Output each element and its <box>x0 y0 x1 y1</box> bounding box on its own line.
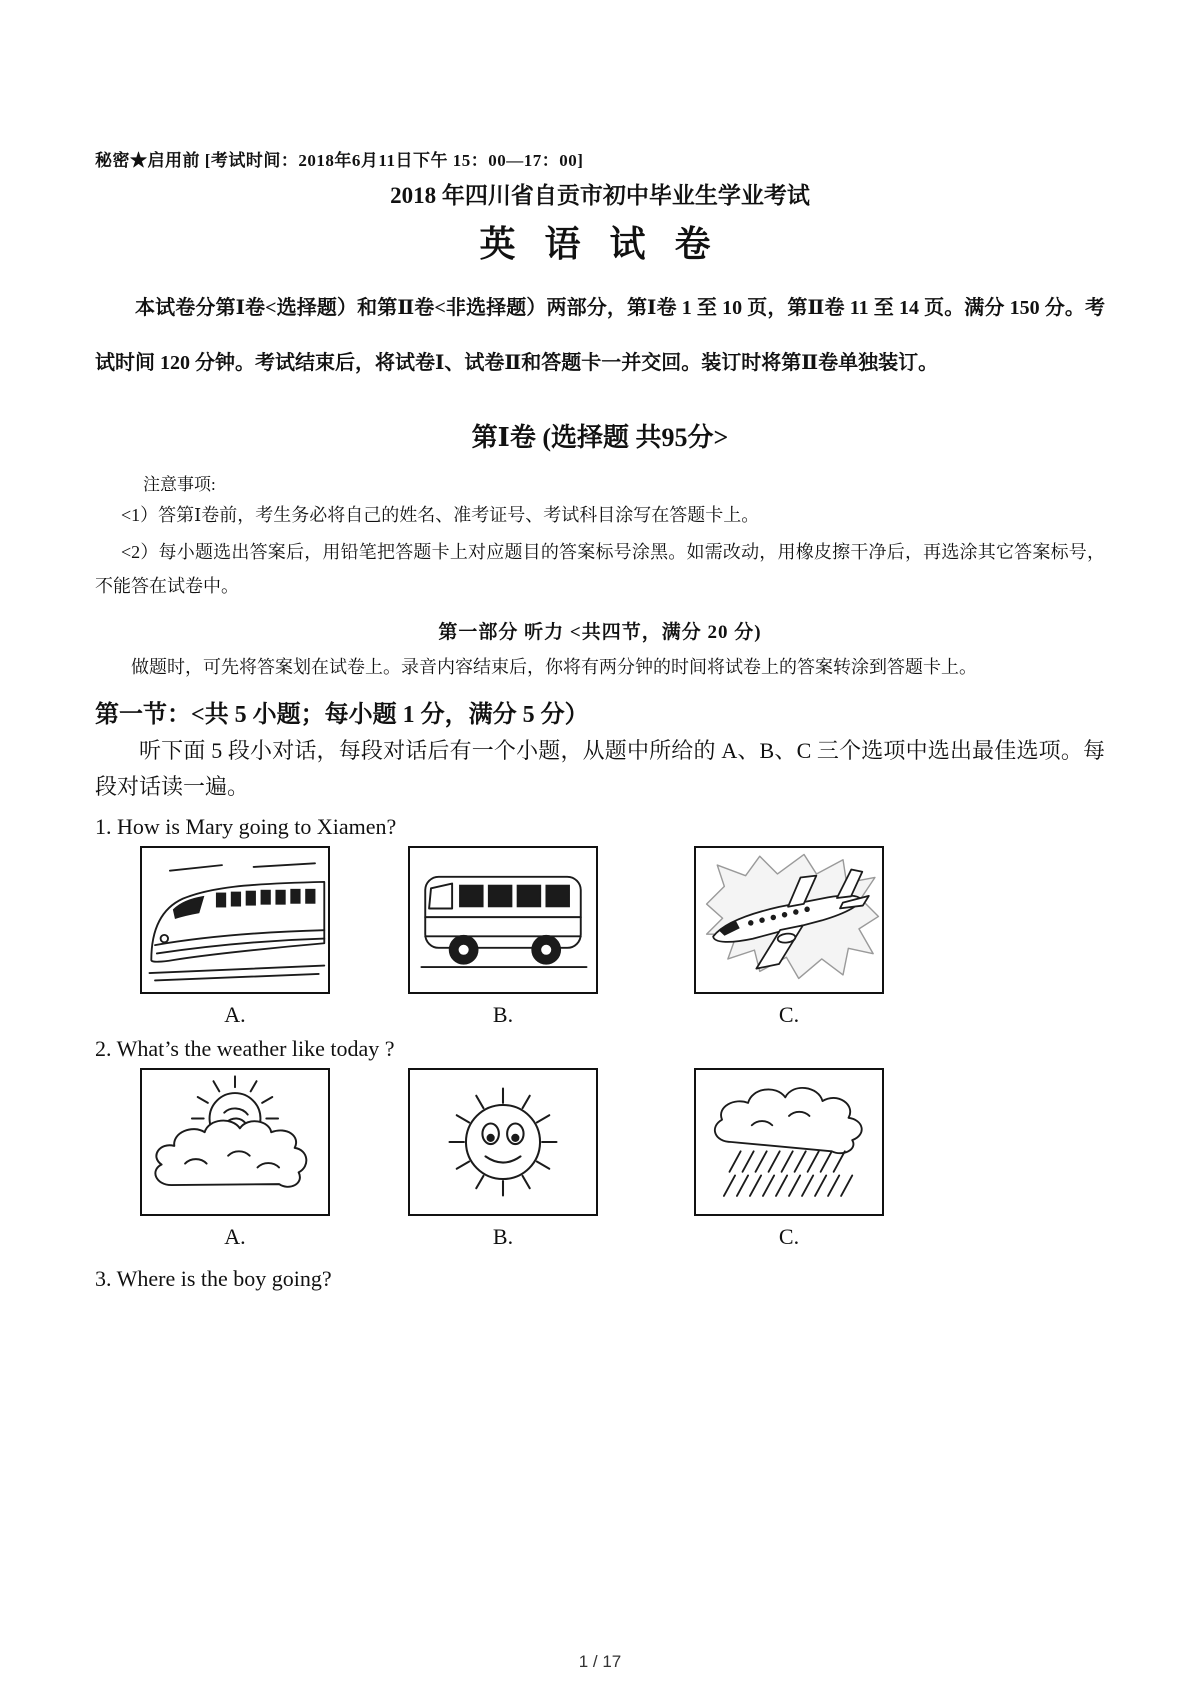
question-1-label-c: C. <box>778 1001 800 1027</box>
question-2-option-labels <box>95 1224 1105 1250</box>
listening-instructions: 做题时，可先将答案划在试卷上。录音内容结束后，你将有两分钟的时间将试卷上的答案转涂到答题卡上。 <box>131 656 977 677</box>
volume1-heading: 第Ⅰ卷 (选择题 共95分> <box>471 423 729 452</box>
exam-title: 2018 年四川省自贡市初中毕业生学业考试 <box>390 183 810 208</box>
listening-part-heading: 第一部分 听力 <共四节，满分 20 分) <box>438 621 762 643</box>
question-1-label-b: B. <box>492 1001 514 1027</box>
question-1-text: 1. How is Mary going to Xiamen? <box>95 813 397 839</box>
question-1-images-row <box>95 846 1105 994</box>
rain-cloud-icon <box>696 1070 882 1214</box>
question-2-images-row <box>95 1068 1105 1216</box>
exam-intro-paragraph: 本试卷分第Ⅰ卷<选择题）和第Ⅱ卷<非选择题）两部分，第Ⅰ卷 1 至 10 页，第Ⅱ卷 11 至 14 页。满分 150 分。考试时间 120 分钟。考试结束后，将试卷Ⅰ、试卷Ⅱ和答题卡一并交回。装订时将第Ⅱ卷单独装订。 <box>95 297 1105 374</box>
question-2-text: 2. What’s the weather like today ? <box>95 1035 395 1061</box>
question-2-label-a: A. <box>224 1223 246 1249</box>
question-2-option-c-image-box <box>694 1068 884 1216</box>
question-1-option-b-image-box <box>408 846 598 994</box>
page-number: 1 / 17 <box>578 1652 622 1671</box>
note-2: <2）每小题选出答案后，用铅笔把答题卡上对应题目的答案标号涂黑。如需改动，用橡皮擦干净后，再选涂其它答案标号，不能答在试卷中。 <box>95 542 1105 596</box>
question-1-label-a: A. <box>224 1001 246 1027</box>
question-1-option-labels <box>95 1002 1105 1028</box>
question-1-option-c-image-box <box>694 846 884 994</box>
smiling-sun-icon <box>410 1070 596 1214</box>
question-2-option-b-image-box <box>408 1068 598 1216</box>
notes-title: 注意事项: <box>143 475 216 494</box>
section1-instructions: 听下面 5 段小对话，每段对话后有一个小题，从题中所给的 A、B、C 三个选项中选出最佳选项。每段对话读一遍。 <box>95 738 1105 800</box>
question-2-label-c: C. <box>778 1223 800 1249</box>
train-icon <box>142 848 328 992</box>
note-1: <1）答第Ⅰ卷前，考生务必将自己的姓名、准考证号、考试科目涂写在答题卡上。 <box>121 505 760 525</box>
confidential-notice: 秘密★启用前 [考试时间：2018年6月11日下午 15：00—17：00] <box>95 151 584 170</box>
bus-icon <box>410 848 596 992</box>
paper-title: 英 语 试 卷 <box>479 224 721 264</box>
partly-cloudy-sun-icon <box>142 1070 328 1214</box>
question-2-label-b: B. <box>492 1223 514 1249</box>
question-3-text: 3. Where is the boy going? <box>95 1265 332 1291</box>
question-2-option-a-image-box <box>140 1068 330 1216</box>
question-1-option-a-image-box <box>140 846 330 994</box>
section1-heading: 第一节：<共 5 小题；每小题 1 分，满分 5 分） <box>95 702 589 729</box>
airplane-icon <box>696 848 882 992</box>
